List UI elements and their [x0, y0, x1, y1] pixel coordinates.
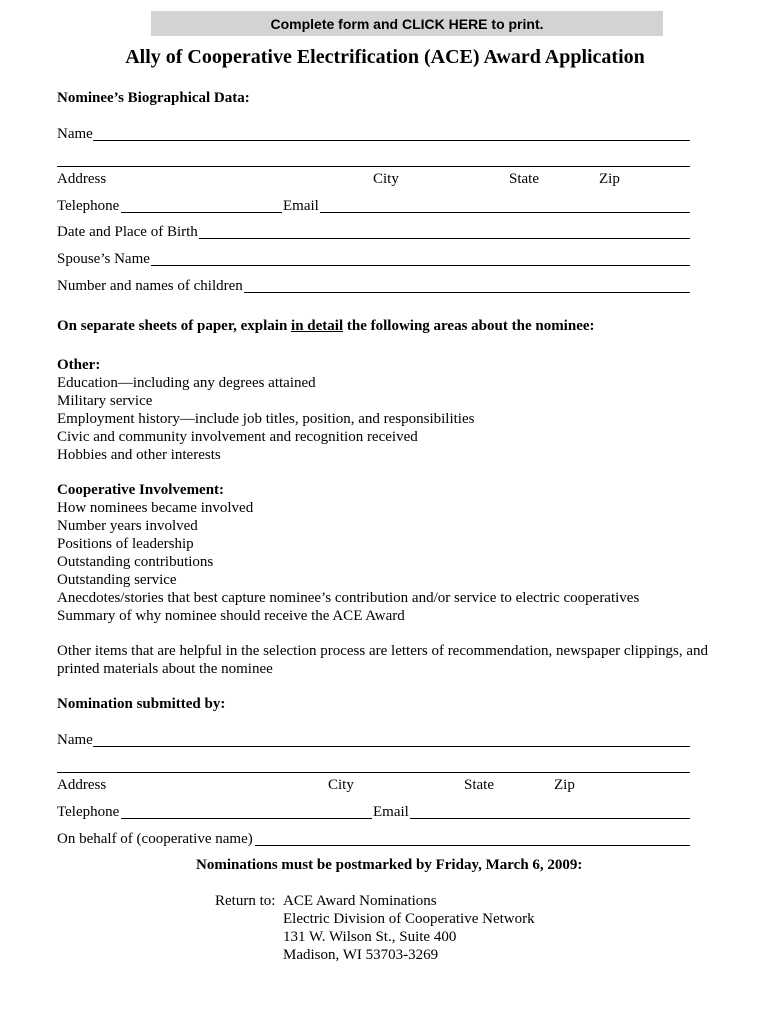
list-item: Outstanding service [57, 572, 177, 588]
nominee-email-line [320, 212, 690, 213]
nominee-name-field[interactable] [95, 124, 685, 140]
list-item: Education—including any degrees attained [57, 375, 316, 391]
submitter-telephone-line [121, 818, 372, 819]
submitter-address-line [57, 772, 690, 773]
list-item: Hobbies and other interests [57, 447, 221, 463]
nominee-zip-label: Zip [599, 171, 620, 187]
submitter-email-field[interactable] [412, 802, 687, 818]
list-item: Military service [57, 393, 153, 409]
return-address-line: Madison, WI 53703-3269 [283, 947, 439, 963]
list-item: Civic and community involvement and recognition received [57, 429, 418, 445]
nominee-spouse-field[interactable] [153, 249, 687, 265]
nominee-address-line [57, 166, 690, 167]
list-item: Outstanding contributions [57, 554, 214, 570]
instructions-emphasis: in detail [291, 318, 344, 334]
submitter-address-field[interactable] [59, 756, 687, 772]
submitter-state-label: State [464, 777, 494, 793]
nominee-heading: Nominee’s Biographical Data: [57, 90, 250, 106]
nominee-state-label: State [509, 171, 539, 187]
submitter-telephone-label: Telephone [57, 804, 120, 820]
nominee-telephone-line [121, 212, 282, 213]
nominee-city-label: City [373, 171, 399, 187]
submitter-heading: Nomination submitted by: [57, 696, 226, 712]
submitter-behalf-line [255, 845, 690, 846]
nominee-name-line [93, 140, 690, 141]
nominee-birth-line [199, 238, 690, 239]
return-address-line: ACE Award Nominations [283, 893, 437, 909]
instructions [57, 317, 595, 335]
other-section [57, 356, 474, 464]
helpful-items-text: Other items that are helpful in the selection process are letters of recommendation, newspaper clippings, and printed materials about the nominee [57, 643, 709, 677]
nominee-spouse-line [151, 265, 690, 266]
list-item: Summary of why nominee should receive the ACE Award [57, 608, 405, 624]
list-item: Number years involved [57, 518, 198, 534]
cooperative-section [57, 481, 639, 625]
nominee-children-line [244, 292, 690, 293]
instructions-prefix: On separate sheets of paper, explain [57, 318, 292, 334]
submitter-email-label: Email [373, 804, 409, 820]
submitter-name-field[interactable] [95, 730, 685, 746]
submitter-name-label: Name [57, 732, 93, 748]
submitter-telephone-field[interactable] [123, 802, 369, 818]
print-button[interactable]: Complete form and CLICK HERE to print. [151, 11, 663, 36]
nominee-telephone-field[interactable] [123, 196, 279, 212]
list-item: Positions of leadership [57, 536, 194, 552]
nominee-address-field[interactable] [59, 150, 687, 166]
return-address-line: 131 W. Wilson St., Suite 400 [283, 929, 457, 945]
page-title: Ally of Cooperative Electrification (ACE) Award Application [125, 46, 645, 68]
nominee-address-label: Address [57, 171, 107, 187]
nominee-name-label: Name [57, 126, 93, 142]
list-item: Employment history—include job titles, position, and responsibilities [57, 411, 475, 427]
nominee-children-label: Number and names of children [57, 278, 243, 294]
return-address-line: Electric Division of Cooperative Network [283, 911, 535, 927]
list-item: Anecdotes/stories that best capture nominee’s contribution and/or service to electric cooperatives [57, 590, 640, 606]
return-to-label: Return to: [215, 893, 276, 909]
deadline-text: Nominations must be postmarked by Friday, March 6, 2009: [196, 857, 583, 873]
nominee-email-field[interactable] [322, 196, 687, 212]
submitter-zip-label: Zip [554, 777, 575, 793]
submitter-name-line [93, 746, 690, 747]
submitter-email-line [410, 818, 690, 819]
return-address [283, 892, 535, 964]
submitter-address-label: Address [57, 777, 107, 793]
nominee-birth-label: Date and Place of Birth [57, 224, 198, 240]
submitter-city-label: City [328, 777, 354, 793]
submitter-behalf-label: On behalf of (cooperative name) [57, 831, 253, 847]
cooperative-heading: Cooperative Involvement: [57, 482, 225, 498]
list-item: How nominees became involved [57, 500, 254, 516]
other-heading: Other: [57, 357, 101, 373]
nominee-spouse-label: Spouse’s Name [57, 251, 150, 267]
nominee-children-field[interactable] [246, 276, 687, 292]
nominee-email-label: Email [283, 198, 319, 214]
nominee-birth-field[interactable] [201, 222, 687, 238]
submitter-behalf-field[interactable] [257, 829, 687, 845]
instructions-suffix: the following areas about the nominee: [343, 318, 595, 334]
nominee-telephone-label: Telephone [57, 198, 120, 214]
